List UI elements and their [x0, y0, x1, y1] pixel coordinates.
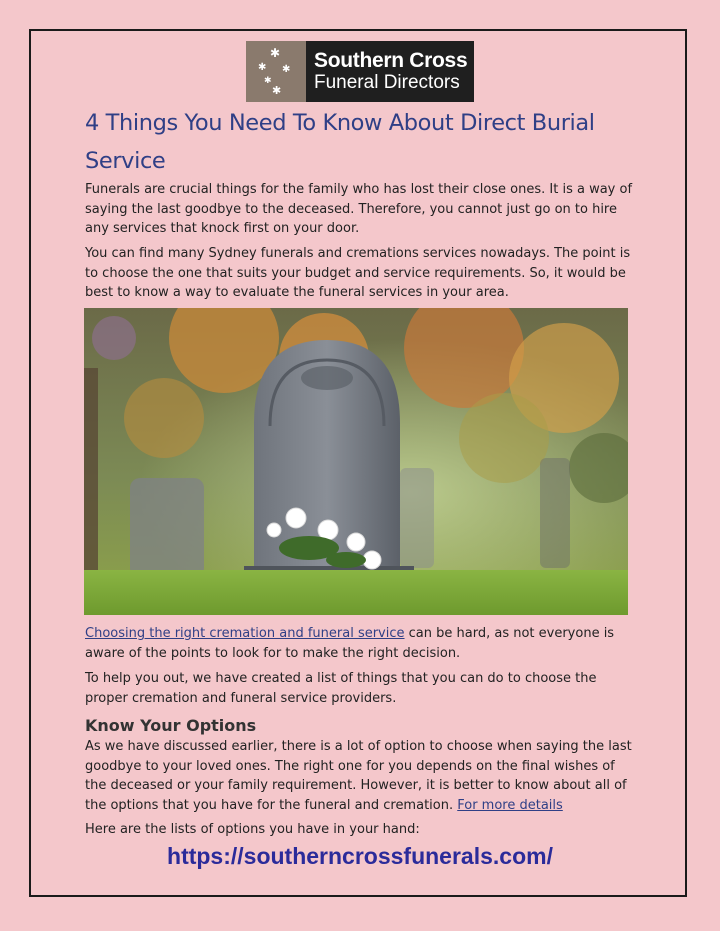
logo-line-2: Funeral Directors	[314, 72, 460, 93]
paragraph-5	[85, 737, 640, 815]
logo-wordmark	[306, 49, 467, 94]
paragraph-4: To help you out, we have created a list of things that you can do to choose the proper cremation and funeral service providers.	[85, 671, 597, 706]
article-title: 4 Things You Need To Know About Direct Burial Service	[85, 110, 595, 174]
paragraph-5-text: As we have discussed earlier, there is a lot of option to choose when saying the last goodbye to your loved ones. The right one for you depends on the final wishes of the deceased or your family requirement. However, it is better to know about all of the options that you have for the funeral and cremation.	[85, 739, 632, 813]
intro-paragraph-2: You can find many Sydney funerals and cremations services nowadays. The point is to choose the one that suits your budget and service requirements. So, it would be best to know a way to evaluate the funeral services in your area.	[85, 246, 631, 300]
gravestone-photo	[84, 308, 628, 615]
section-heading: Know Your Options	[85, 716, 257, 735]
cremation-service-link[interactable]: Choosing the right cremation and funeral service	[85, 626, 405, 641]
paragraph-3-text: can be hard, as not everyone is aware of the points to look for to make the right decision.	[85, 626, 615, 661]
paragraph-3	[85, 624, 640, 663]
more-details-link[interactable]: For more details	[457, 797, 563, 813]
company-logo[interactable]	[246, 41, 474, 102]
logo-line-1: Southern Cross	[314, 49, 468, 72]
southern-cross-stars-icon: ✱ ✱ ✱ ✱ ✱	[246, 41, 306, 102]
paragraph-6: Here are the lists of options you have in your hand:	[85, 822, 420, 837]
intro-paragraph-1: Funerals are crucial things for the family who has lost their close ones. It is a way of saying the last goodbye to the deceased. Therefore, you cannot just go on to hire any services that knock first on your door.	[85, 182, 633, 236]
website-url-link[interactable]: https://southerncrossfunerals.com/	[167, 843, 553, 869]
